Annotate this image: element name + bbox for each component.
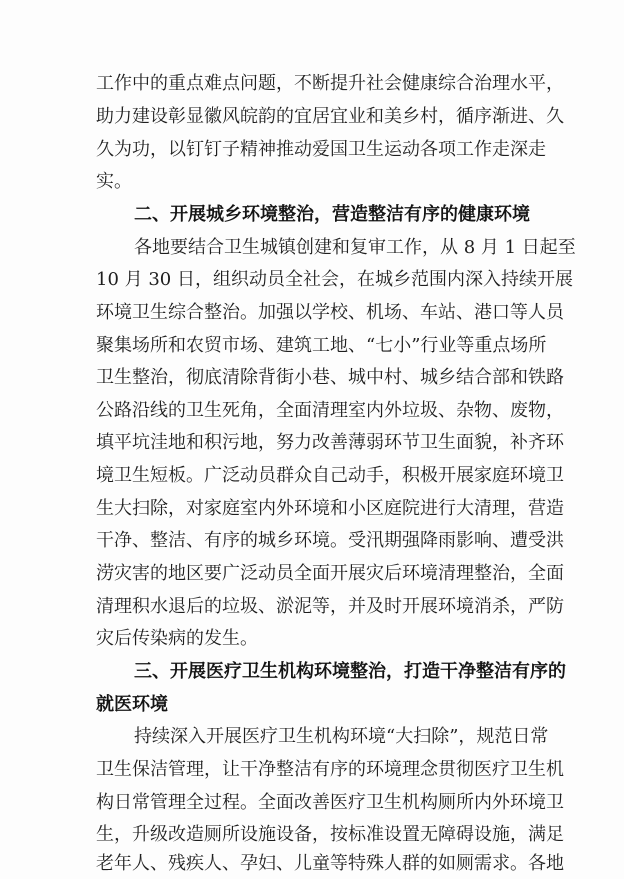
body-line-13: 境卫生短板。广泛动员群众自己动手，积极开展家庭环境卫 — [96, 465, 564, 486]
body-line-1: 工作中的重点难点问题，不断提升社会健康综合治理水平， — [96, 73, 564, 94]
body-line-3: 久为功，以钉钉子精神推动爱国卫生运动各项工作走深走 — [96, 139, 546, 160]
body-line-2: 助力建设彰显徽风皖韵的宜居宜业和美乡村，循序渐进、久 — [96, 106, 564, 127]
body-line-8: 环境卫生综合整治。加强以学校、机场、车站、港口等人员 — [96, 302, 564, 323]
body-line-10: 卫生整治，彻底清除背街小巷、城中村、城乡结合部和铁路 — [96, 367, 564, 388]
body-line-22: 卫生保洁管理，让干净整洁有序的环境理念贯彻医疗卫生机 — [96, 759, 564, 780]
body-line-18: 灾后传染病的发生。 — [96, 628, 258, 649]
section-heading-3-line-1: 三、开展医疗卫生机构环境整治，打造干净整洁有序的 — [134, 661, 566, 682]
body-line-17: 清理积水退后的垃圾、淤泥等，并及时开展环境消杀，严防 — [96, 596, 564, 617]
body-line-14: 生大扫除，对家庭室内外环境和小区庭院进行大清理，营造 — [96, 498, 564, 519]
body-line-4: 实。 — [96, 171, 132, 192]
body-line-23: 构日常管理全过程。全面改善医疗卫生机构厕所内外环境卫 — [96, 792, 564, 813]
body-line-6: 各地要结合卫生城镇创建和复审工作，从 8 月 1 日起至 — [134, 237, 576, 258]
body-line-25: 老年人、残疾人、孕妇、儿童等特殊人群的如厕需求。各地 — [96, 853, 564, 874]
body-line-7: 10 月 30 日，组织动员全社会，在城乡范围内深入持续开展 — [96, 269, 573, 290]
body-line-15: 干净、整洁、有序的城乡环境。受汛期强降雨影响、遭受洪 — [96, 530, 564, 551]
section-heading-2: 二、开展城乡环境整治，营造整洁有序的健康环境 — [134, 204, 530, 225]
section-heading-3-line-2: 就医环境 — [96, 694, 168, 715]
body-line-21: 持续深入开展医疗卫生机构环境“大扫除”，规范日常 — [134, 726, 549, 747]
body-line-16: 涝灾害的地区要广泛动员全面开展灾后环境清理整治，全面 — [96, 563, 564, 584]
body-line-12: 填平坑洼地和积污地，努力改善薄弱环节卫生面貌，补齐环 — [96, 432, 564, 453]
body-line-9: 聚集场所和农贸市场、建筑工地、“七小”行业等重点场所 — [96, 335, 547, 356]
body-line-24: 生，升级改造厕所设施设备，按标准设置无障碍设施，满足 — [96, 824, 564, 845]
body-line-11: 公路沿线的卫生死角，全面清理室内外垃圾、杂物、废物， — [96, 400, 564, 421]
